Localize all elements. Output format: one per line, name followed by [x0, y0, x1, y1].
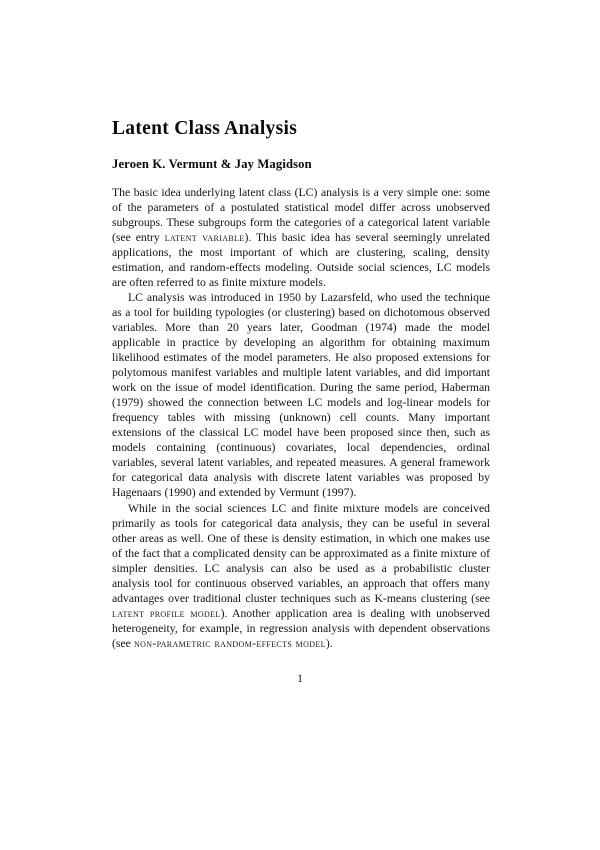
- paragraph-history: LC analysis was introduced in 1950 by Lazarsfeld, who used the technique as a tool for building typologies (or clustering) based on dichotomous observed variables. More than 20 years later, Goodman (1974) made the model applicable in practice by developing an algorithm for obtaining maximum likelihood estimates of the model parameters. He also proposed extensions for polytomous manifest variables and multiple latent variables, and did important work on the issue of model identification. During the same period, Haberman (1979) showed the connection between LC models and log-linear models for frequency tables with missing (unknown) cell counts. Many important extensions of the classical LC model have been proposed since then, such as models containing (continuous) covariates, local dependencies, ordinal variables, several latent variables, and repeated measures. A general framework for categorical data analysis with discrete latent variables was proposed by Hagenaars (1990) and extended by Vermunt (1997).: [112, 290, 490, 500]
- paragraph-intro: The basic idea underlying latent class (LC) analysis is a very simple one: some of the parameters of a postulated statistical model differ across unobserved subgroups. These subgroups form the categories of a categorical latent variable (see entry latent variable). This basic idea has several seemingly unrelated applications, the most important of which are clustering, scaling, density estimation, and random-effects modeling. Outside social sciences, LC models are often referred to as finite mixture models.: [112, 185, 490, 289]
- cross-reference: latent variable: [164, 230, 245, 244]
- cross-reference: non-parametric random-effects model: [133, 636, 326, 650]
- page-number: 1: [297, 672, 303, 685]
- cross-reference: latent profile model: [112, 606, 221, 620]
- author-line: Jeroen K. Vermunt & Jay Magidson: [112, 157, 312, 172]
- page-title: Latent Class Analysis: [112, 118, 298, 139]
- page-content: [112, 118, 490, 651]
- body-text: [112, 185, 490, 651]
- paragraph-applications: While in the social sciences LC and finite mixture models are conceived primarily as tools for categorical data analysis, they can be useful in several other areas as well. One of these is density estimation, in which one makes use of the fact that a complicated density can be approximated as a finite mixture of simpler densities. LC analysis can also be used as a probabilistic cluster analysis tool for continuous observed variables, an approach that offers many advantages over traditional cluster techniques such as K-means clustering (see latent profile model). Another application area is dealing with unobserved heterogeneity, for example, in regression analysis with dependent observations (see non-parametric random-effects model).: [112, 501, 490, 650]
